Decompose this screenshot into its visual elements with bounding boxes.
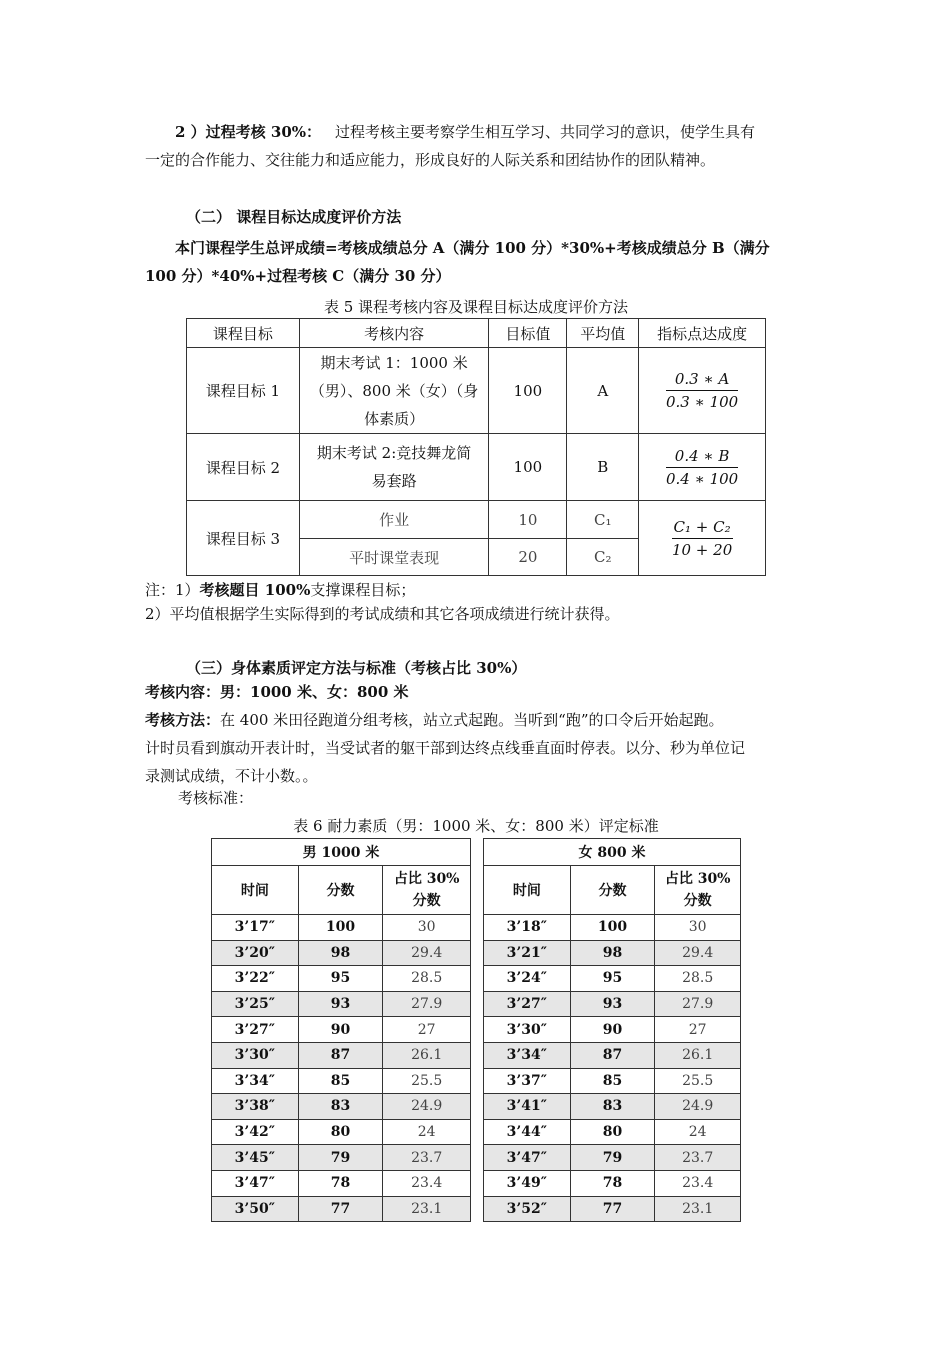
time-cell: 3’38″ <box>212 1094 299 1120</box>
score-cell: 98 <box>570 940 655 966</box>
male-title: 男 1000 米 <box>212 839 471 866</box>
time-cell: 3’30″ <box>212 1042 299 1068</box>
content-cell: 期末考试 1：1000 米 （男）、800 米（女）（身 体素质） <box>299 348 489 434</box>
score-cell: 100 <box>298 915 383 941</box>
table-row <box>212 1119 471 1145</box>
ratio-cell: 25.5 <box>655 1068 741 1094</box>
score-cell: 95 <box>298 966 383 992</box>
time-cell: 3’37″ <box>484 1068 571 1094</box>
time-cell: 3’20″ <box>212 940 299 966</box>
table-row <box>484 991 741 1017</box>
goal-cell: 课程目标 3 <box>187 501 300 576</box>
content-cell: 平时课堂表现 <box>299 539 489 576</box>
note-text: 2）平均值根据学生实际得到的考试成绩和其它各项成绩进行统计获得。 <box>145 605 620 623</box>
time-cell: 3’21″ <box>484 940 571 966</box>
assessment-standard-label: 考核标准： <box>178 789 254 807</box>
score-cell: 98 <box>298 940 383 966</box>
achievement-formula: $\frac{\text{C₁ + C₂}}{10 + 20}$ <box>639 501 766 576</box>
table-row <box>484 1170 741 1196</box>
table-row <box>484 1196 741 1222</box>
male-rows <box>212 915 471 1222</box>
table-header: 目标值 <box>489 319 567 348</box>
ratio-cell: 28.5 <box>383 966 471 992</box>
table5 <box>186 318 766 576</box>
target-cell: 20 <box>489 539 567 576</box>
section-heading-2: （二） 课程目标达成度评价方法 <box>186 208 402 226</box>
table-row <box>212 1094 471 1120</box>
table-row <box>212 1196 471 1222</box>
note-text: 支撑课程目标； <box>310 581 416 599</box>
score-cell: 80 <box>298 1119 383 1145</box>
table-row <box>484 1145 741 1171</box>
score-cell: 90 <box>570 1017 655 1043</box>
table-row <box>187 348 766 434</box>
ratio-cell: 29.4 <box>655 940 741 966</box>
process-assessment-label: 2 ）过程考核 30%： <box>175 123 322 141</box>
method-label: 考核方法： <box>145 711 221 729</box>
ratio-cell: 26.1 <box>383 1042 471 1068</box>
assessment-method: 考核方法：在 400 米田径跑道分组考核，站立式起跑。当听到“跑”的口令后开始起跑。 计时员看到旗动开表计时，当受试者的躯干部到达终点线垂直面时停表。以分、秒为单位记 录测试成绩，不计小数。。 <box>145 711 746 785</box>
ratio-cell: 27 <box>655 1017 741 1043</box>
time-cell: 3’34″ <box>212 1068 299 1094</box>
note-bold: 考核题目 100% <box>199 581 311 599</box>
note-text: 注：1） <box>145 581 200 599</box>
ratio-cell: 24.9 <box>383 1094 471 1120</box>
ratio-cell: 23.1 <box>655 1196 741 1222</box>
time-cell: 3’41″ <box>484 1094 571 1120</box>
table6-female <box>483 838 741 1222</box>
table-header: 课程目标 <box>187 319 300 348</box>
time-cell: 3’45″ <box>212 1145 299 1171</box>
score-cell: 93 <box>298 991 383 1017</box>
ratio-cell: 28.5 <box>655 966 741 992</box>
time-cell: 3’18″ <box>484 915 571 941</box>
assessment-content: 考核内容：男：1000 米、女：800 米 <box>145 683 409 701</box>
table6-caption: 表 6 耐力素质（男：1000 米、女：800 米）评定标准 <box>293 817 659 835</box>
target-cell: 100 <box>489 434 567 501</box>
score-cell: 85 <box>570 1068 655 1094</box>
score-cell: 80 <box>570 1119 655 1145</box>
content-cell: 期末考试 2:竞技舞龙简 易套路 <box>299 434 489 501</box>
ratio-cell: 27 <box>383 1017 471 1043</box>
table-row <box>212 966 471 992</box>
avg-cell: B <box>567 434 639 501</box>
table-row <box>187 434 766 501</box>
target-cell: 100 <box>489 348 567 434</box>
ratio-cell: 27.9 <box>655 991 741 1017</box>
score-cell: 100 <box>570 915 655 941</box>
time-cell: 3’17″ <box>212 915 299 941</box>
score-cell: 87 <box>570 1042 655 1068</box>
table-header: 平均值 <box>567 319 639 348</box>
score-cell: 93 <box>570 991 655 1017</box>
formula-line: 100 分）*40%+过程考核 C（满分 30 分） <box>145 267 451 285</box>
time-cell: 3’27″ <box>212 1017 299 1043</box>
time-cell: 3’49″ <box>484 1170 571 1196</box>
table5-caption: 表 5 课程考核内容及课程目标达成度评价方法 <box>323 298 629 316</box>
female-rows <box>484 915 741 1222</box>
table-row <box>484 940 741 966</box>
table-row <box>187 501 766 539</box>
ratio-cell: 24 <box>383 1119 471 1145</box>
content-cell: 作业 <box>299 501 489 539</box>
score-cell: 78 <box>570 1170 655 1196</box>
score-cell: 77 <box>570 1196 655 1222</box>
ratio-cell: 24 <box>655 1119 741 1145</box>
col-header-ratio: 占比 30% 分数 <box>655 866 741 915</box>
time-cell: 3’47″ <box>212 1170 299 1196</box>
table-row <box>212 940 471 966</box>
table-header: 考核内容 <box>299 319 489 348</box>
ratio-cell: 30 <box>655 915 741 941</box>
female-title: 女 800 米 <box>484 839 741 866</box>
time-cell: 3’50″ <box>212 1196 299 1222</box>
time-cell: 3’42″ <box>212 1119 299 1145</box>
table-row <box>212 1017 471 1043</box>
time-cell: 3’25″ <box>212 991 299 1017</box>
avg-cell: C₂ <box>567 539 639 576</box>
score-cell: 78 <box>298 1170 383 1196</box>
section-heading-3: （三）身体素质评定方法与标准（考核占比 30%） <box>186 659 527 677</box>
table-row <box>212 1170 471 1196</box>
ratio-cell: 23.4 <box>383 1170 471 1196</box>
score-cell: 83 <box>298 1094 383 1120</box>
ratio-cell: 25.5 <box>383 1068 471 1094</box>
col-header-ratio: 占比 30% 分数 <box>383 866 471 915</box>
time-cell: 3’34″ <box>484 1042 571 1068</box>
ratio-cell: 30 <box>383 915 471 941</box>
time-cell: 3’47″ <box>484 1145 571 1171</box>
score-cell: 95 <box>570 966 655 992</box>
table-row <box>484 1119 741 1145</box>
col-header-time: 时间 <box>484 866 571 915</box>
time-cell: 3’30″ <box>484 1017 571 1043</box>
table-row <box>484 915 741 941</box>
avg-cell: C₁ <box>567 501 639 539</box>
table6-male <box>211 838 471 1222</box>
table-row <box>212 1145 471 1171</box>
process-assessment-paragraph <box>145 118 815 174</box>
col-header-score: 分数 <box>570 866 655 915</box>
ratio-cell: 24.9 <box>655 1094 741 1120</box>
achievement-formula: $\frac{0.4 ∗ B}{0.4 ∗ 100}$ <box>639 434 766 501</box>
formula-paragraph <box>145 234 815 290</box>
ratio-cell: 23.7 <box>655 1145 741 1171</box>
col-header-score: 分数 <box>298 866 383 915</box>
table-row <box>484 966 741 992</box>
score-cell: 79 <box>298 1145 383 1171</box>
formula-line: 本门课程学生总评成绩=考核成绩总分 A（满分 100 分）*30%+考核成绩总分 B（满分 <box>175 239 770 257</box>
notes <box>145 578 620 626</box>
paragraph-text: 过程考核主要考察学生相互学习、共同学习的意识，使学生具有 <box>335 123 756 141</box>
score-cell: 87 <box>298 1042 383 1068</box>
time-cell: 3’22″ <box>212 966 299 992</box>
table-row <box>484 1017 741 1043</box>
table-header: 指标点达成度 <box>639 319 766 348</box>
ratio-cell: 23.4 <box>655 1170 741 1196</box>
score-cell: 90 <box>298 1017 383 1043</box>
table-row <box>212 1068 471 1094</box>
score-cell: 79 <box>570 1145 655 1171</box>
score-cell: 77 <box>298 1196 383 1222</box>
table-row <box>212 1042 471 1068</box>
table-row <box>212 915 471 941</box>
ratio-cell: 23.1 <box>383 1196 471 1222</box>
col-header-time: 时间 <box>212 866 299 915</box>
table-row <box>212 991 471 1017</box>
table-row <box>484 1094 741 1120</box>
time-cell: 3’24″ <box>484 966 571 992</box>
score-cell: 85 <box>298 1068 383 1094</box>
time-cell: 3’52″ <box>484 1196 571 1222</box>
paragraph-text: 一定的合作能力、交往能力和适应能力，形成良好的人际关系和团结协作的团队精神。 <box>145 151 716 169</box>
goal-cell: 课程目标 1 <box>187 348 300 434</box>
ratio-cell: 29.4 <box>383 940 471 966</box>
table-row <box>484 1042 741 1068</box>
goal-cell: 课程目标 2 <box>187 434 300 501</box>
target-cell: 10 <box>489 501 567 539</box>
time-cell: 3’27″ <box>484 991 571 1017</box>
table-row <box>484 1068 741 1094</box>
score-cell: 83 <box>570 1094 655 1120</box>
achievement-formula: $\frac{0.3 ∗ A}{0.3 ∗ 100}$ <box>639 348 766 434</box>
avg-cell: A <box>567 348 639 434</box>
time-cell: 3’44″ <box>484 1119 571 1145</box>
ratio-cell: 23.7 <box>383 1145 471 1171</box>
ratio-cell: 26.1 <box>655 1042 741 1068</box>
ratio-cell: 27.9 <box>383 991 471 1017</box>
